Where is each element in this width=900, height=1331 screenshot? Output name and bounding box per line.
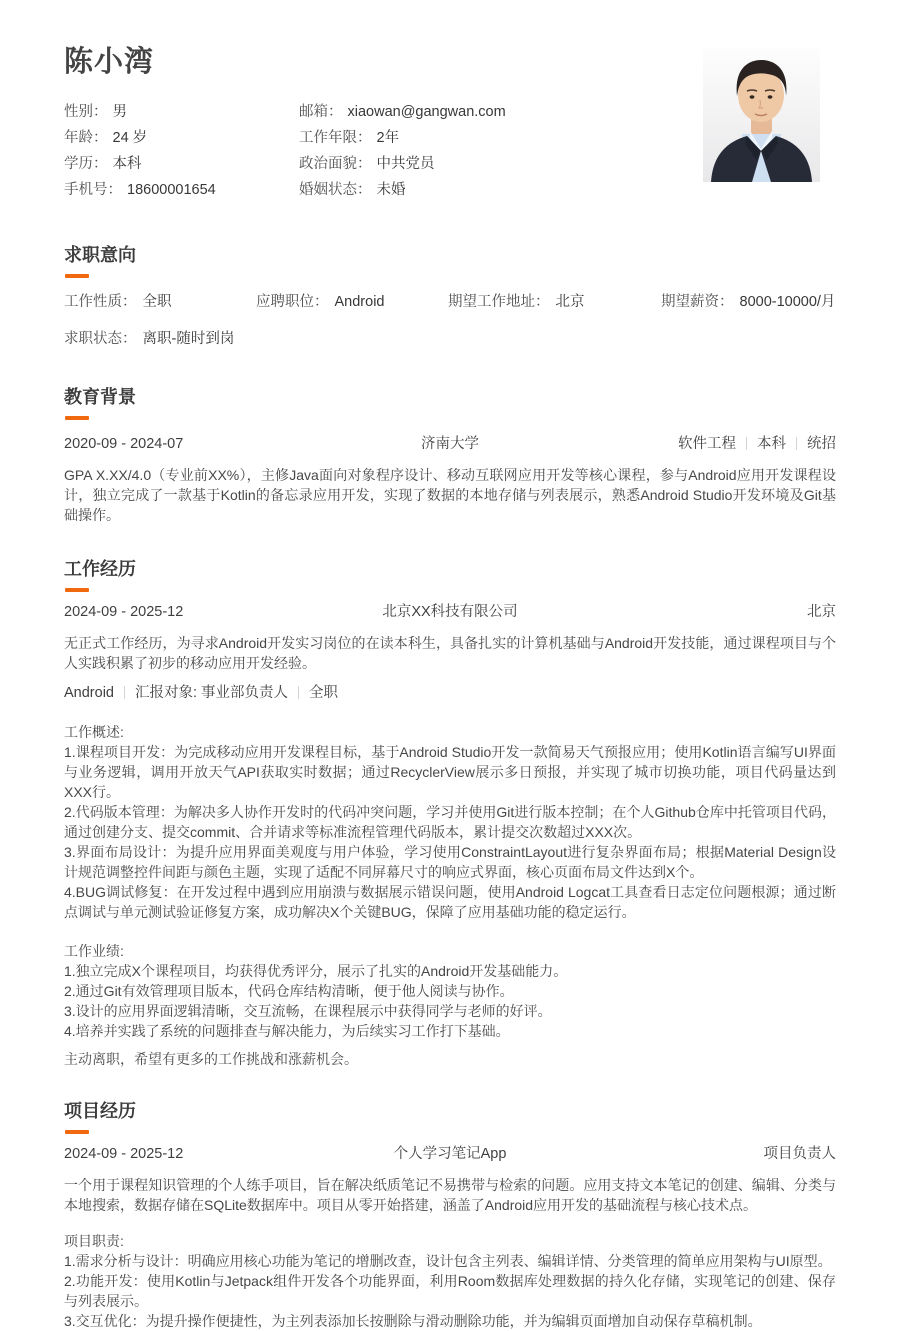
candidate-name: 陈小湾 bbox=[64, 46, 155, 78]
education-period: 2020-09 - 2024-07 bbox=[64, 436, 184, 452]
work-period: 2024-09 - 2025-12 bbox=[64, 604, 184, 620]
section-title-job-intent: 求职意向 bbox=[64, 245, 136, 265]
project-duty-item: 3.交互优化：为提升操作便捷性，为主列表添加长按删除与滑动删除功能，并为编辑页面增加自动保存草稿机制。 bbox=[64, 1313, 762, 1329]
info-political-status: 政治面貌： 中共党员 bbox=[299, 156, 435, 172]
work-meta-report-to: 汇报对象: 事业部负责人 bbox=[134, 685, 289, 701]
work-results-item: 1.独立完成X个课程项目，均获得优秀评分，展示了扎实的Android开发基础能力。 bbox=[64, 963, 568, 979]
section-work bbox=[64, 557, 836, 1069]
education-school: 济南大学 bbox=[421, 436, 479, 452]
section-job-intent bbox=[64, 243, 836, 349]
work-overview-item: 2.代码版本管理：为解决多人协作开发时的代码冲突问题，学习并使用Git进行版本控制；在个人Github仓库中托管项目代码，通过创建分支、提交commit、合并请求等标准流程管理代码版本，累计提交次数超过XXX次。 bbox=[64, 804, 836, 840]
work-overview-item: 1.课程项目开发：为完成移动应用开发课程目标，基于Android Studio开发一款简易天气预报应用；使用Kotlin语言编写UI界面与业务逻辑，调用开放天气API获取实时数据；通过RecyclerView展示多日预报，并实现了城市切换功能，项目代码量达到XXX行。 bbox=[64, 744, 836, 800]
project-name: 个人学习笔记App bbox=[393, 1146, 507, 1162]
work-location: 北京 bbox=[807, 604, 836, 620]
education-row bbox=[64, 434, 836, 454]
work-overview bbox=[64, 722, 836, 922]
info-email: 邮箱： xiaowan@gangwan.com bbox=[299, 104, 506, 120]
accent-bar bbox=[65, 588, 89, 592]
section-title-project: 项目经历 bbox=[64, 1101, 136, 1121]
divider bbox=[124, 686, 125, 699]
work-results-title: 工作业绩: bbox=[64, 943, 124, 959]
section-title-education: 教育背景 bbox=[64, 387, 136, 407]
divider bbox=[746, 437, 747, 450]
header bbox=[64, 45, 836, 203]
work-results-item: 3.设计的应用界面逻辑清晰，交互流畅，在课程展示中获得同学与老师的好评。 bbox=[64, 1003, 552, 1019]
project-duty-item: 2.功能开发：使用Kotlin与Jetpack组件开发各个功能界面，利用Room数据库处理数据的持久化存储，实现笔记的创建、保存与列表展示。 bbox=[64, 1273, 836, 1309]
field-job-status: 求职状态： 离职-随时到岗 bbox=[64, 331, 235, 347]
info-work-years: 工作年限： 2年 bbox=[299, 130, 400, 146]
divider bbox=[298, 686, 299, 699]
work-meta-type: 全职 bbox=[309, 685, 339, 701]
portrait-illustration bbox=[703, 48, 820, 182]
work-meta bbox=[64, 683, 836, 703]
work-summary: 无正式工作经历，为寻求Android开发实习岗位的在读本科生，具备扎实的计算机基础与Android开发技能，通过课程项目与个人实践积累了初步的移动应用开发经验。 bbox=[64, 635, 836, 671]
project-duty-item: 1.需求分析与设计：明确应用核心功能为笔记的增删改查，设计包含主列表、编辑详情、分类管理的简单应用架构与UI原型。 bbox=[64, 1253, 832, 1269]
work-overview-item: 3.界面布局设计：为提升应用界面美观度与用户体验，学习使用ConstraintLayout进行复杂界面布局；根据Material Design设计规范调整控件间距与颜色主题，实现了适配不同屏幕尺寸的响应式界面，核心页面布局文件达到X个。 bbox=[64, 844, 836, 880]
info-gender: 性别： 男 bbox=[64, 104, 127, 120]
info-age: 年龄： 24 岁 bbox=[64, 130, 148, 146]
work-overview-item: 4.BUG调试修复：在开发过程中遇到应用崩溃与数据展示错误问题，使用Android Logcat工具查看日志定位问题根源；通过断点调试与单元测试验证修复方案，成功解决X个关键BUG，保障了应用基础功能的稳定运行。 bbox=[64, 884, 836, 920]
work-results bbox=[64, 941, 836, 1041]
project-row bbox=[64, 1144, 836, 1164]
divider bbox=[796, 437, 797, 450]
portrait-photo bbox=[703, 48, 820, 182]
work-leave-note: 主动离职，希望有更多的工作挑战和涨薪机会。 bbox=[64, 1051, 358, 1067]
work-results-item: 4.培养并实践了系统的问题排查与解决能力，为后续实习工作打下基础。 bbox=[64, 1023, 510, 1039]
work-overview-title: 工作概述: bbox=[64, 724, 124, 740]
work-meta-position: Android bbox=[64, 685, 114, 701]
work-row bbox=[64, 602, 836, 622]
info-degree: 学历： 本科 bbox=[64, 156, 142, 172]
work-results-item: 2.通过Git有效管理项目版本，代码仓库结构清晰，便于他人阅读与协作。 bbox=[64, 983, 514, 999]
info-phone: 手机号： 18600001654 bbox=[64, 182, 216, 198]
info-marital-status: 婚姻状态： 未婚 bbox=[299, 182, 406, 198]
education-description: GPA X.XX/4.0（专业前XX%），主修Java面向对象程序设计、移动互联网应用开发等核心课程，参与Android应用开发课程设计，独立完成了一款基于Kotlin的备忘录应用开发，实现了数据的本地存储与列表展示，熟悉Android Studio开发环境及Git基础操作。 bbox=[64, 467, 836, 523]
field-salary: 期望薪资： 8000-10000/月 bbox=[661, 294, 836, 310]
accent-bar bbox=[65, 1130, 89, 1134]
project-summary: 一个用于课程知识管理的个人练手项目，旨在解决纸质笔记不易携带与检索的问题。应用支持文本笔记的创建、编辑、分类与本地搜索，数据存储在SQLite数据库中。项目从零开始搭建，涵盖了Android应用开发的基础流程与核心技术点。 bbox=[64, 1177, 836, 1213]
education-tags: 软件工程 本科 统招 bbox=[678, 436, 836, 452]
field-position: 应聘职位： Android bbox=[256, 294, 385, 310]
field-job-type: 工作性质： 全职 bbox=[64, 294, 172, 310]
accent-bar bbox=[65, 416, 89, 420]
accent-bar bbox=[65, 274, 89, 278]
section-project bbox=[64, 1099, 836, 1331]
job-intent-fields bbox=[64, 292, 836, 312]
project-duties-title: 项目职责: bbox=[64, 1233, 124, 1249]
project-role: 项目负责人 bbox=[763, 1146, 836, 1162]
section-title-work: 工作经历 bbox=[64, 559, 136, 579]
field-location: 期望工作地址： 北京 bbox=[448, 294, 585, 310]
work-company: 北京XX科技有限公司 bbox=[382, 604, 518, 620]
project-period: 2024-09 - 2025-12 bbox=[64, 1146, 184, 1162]
section-education bbox=[64, 385, 836, 525]
project-duties bbox=[64, 1231, 836, 1331]
